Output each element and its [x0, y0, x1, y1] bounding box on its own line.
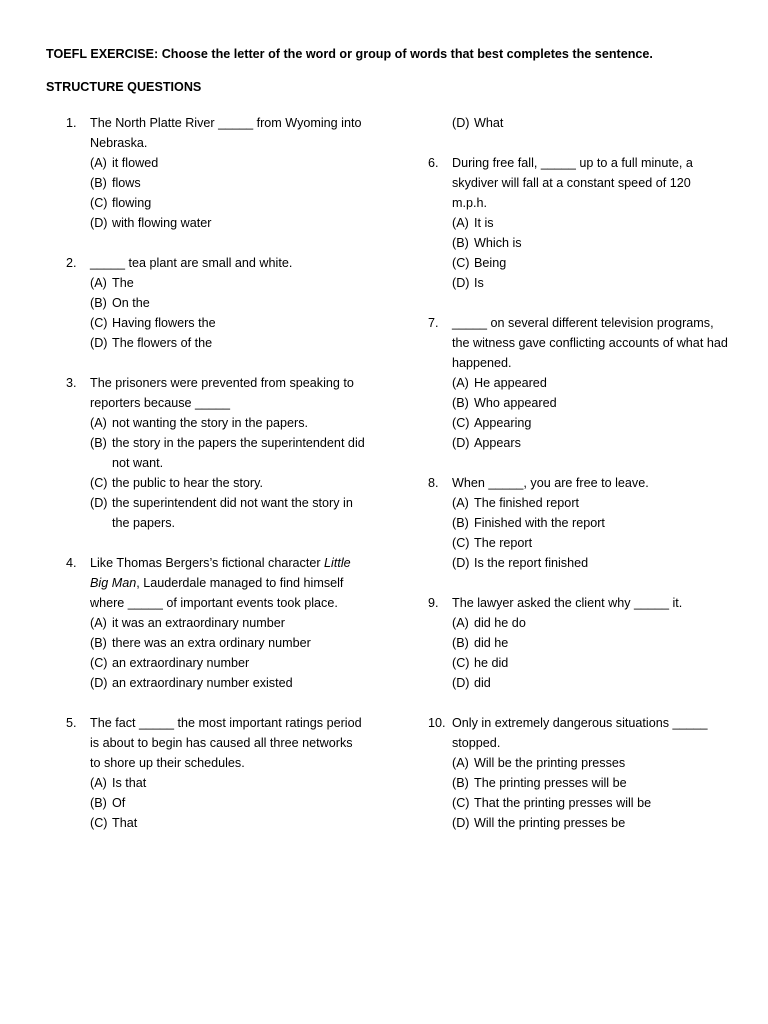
option-text: Will the printing presses be: [474, 816, 626, 830]
option-a: [90, 613, 366, 633]
option-text: the superintendent did not want the story in the papers.: [112, 496, 353, 530]
option-d: [90, 493, 366, 533]
option-c: [90, 653, 366, 673]
option-text: the story in the papers the superintendent did not want.: [112, 436, 365, 470]
option-letter: (A): [452, 496, 469, 510]
option-letter: (C): [90, 476, 108, 490]
option-d: [452, 553, 728, 573]
question-number: 6.: [428, 156, 439, 170]
option-a: [452, 373, 728, 393]
option-b: [452, 633, 728, 653]
option-letter: (A): [90, 156, 107, 170]
option-text: The finished report: [474, 496, 580, 510]
option-letter: (C): [90, 816, 108, 830]
option-text: Appearing: [474, 416, 532, 430]
option-text: Finished with the report: [474, 516, 605, 530]
option-text: That the printing presses will be: [474, 796, 652, 810]
option-letter: (C): [90, 316, 108, 330]
question-6: [428, 153, 728, 293]
option-d: [90, 333, 366, 353]
question-number: 8.: [428, 476, 439, 490]
question-stem: When _____, you are free to leave.: [452, 476, 649, 490]
option-text: he did: [474, 656, 509, 670]
option-letter: (C): [90, 196, 108, 210]
option-letter: (C): [90, 656, 108, 670]
section-heading: STRUCTURE QUESTIONS: [46, 80, 202, 94]
option-letter: (A): [90, 276, 107, 290]
option-a: [90, 153, 366, 173]
option-letter: (D): [90, 496, 108, 510]
option-c: [90, 473, 366, 493]
question-3: [66, 373, 366, 533]
option-letter: (B): [90, 296, 107, 310]
option-text: there was an extra ordinary number: [112, 636, 311, 650]
option-text: Is that: [112, 776, 147, 790]
question-2: [66, 253, 366, 353]
option-c: [90, 813, 366, 833]
option-letter: (C): [452, 796, 470, 810]
stem-text: Like Thomas Bergers’s fictional character: [90, 556, 325, 570]
question-number: 7.: [428, 316, 439, 330]
option-letter: (C): [452, 656, 470, 670]
option-text: The flowers of the: [112, 336, 213, 350]
question-stem: [90, 553, 366, 613]
option-letter: (B): [90, 436, 107, 450]
option-letter: (D): [452, 676, 470, 690]
option-letter: (D): [452, 276, 470, 290]
option-text: did he do: [474, 616, 526, 630]
question-10: [428, 713, 728, 833]
option-a: [452, 613, 728, 633]
option-d: [452, 813, 728, 833]
option-letter: (D): [90, 336, 108, 350]
question-number: 1.: [66, 116, 77, 130]
option-letter: (D): [452, 116, 470, 130]
stem-text: , Lauderdale managed to find himself where _____ of important events took place.: [90, 576, 344, 610]
option-text: Which is: [474, 236, 522, 250]
option-letter: (D): [90, 216, 108, 230]
option-letter: (B): [452, 236, 469, 250]
question-number: 3.: [66, 376, 77, 390]
option-letter: (A): [452, 216, 469, 230]
option-b: [90, 433, 366, 473]
option-letter: (D): [452, 436, 470, 450]
option-letter: (A): [452, 376, 469, 390]
option-b: [452, 773, 728, 793]
option-letter: (D): [452, 556, 470, 570]
option-text: not wanting the story in the papers.: [112, 416, 309, 430]
option-d: [452, 113, 728, 133]
exercise-title: TOEFL EXERCISE: Choose the letter of the word or group of words that best completes the sentence.: [46, 47, 653, 61]
question-7: [428, 313, 728, 453]
option-a: [452, 753, 728, 773]
question-1: [66, 113, 366, 233]
right-column: [428, 113, 728, 853]
option-letter: (B): [90, 636, 107, 650]
book-title: Little Big Man: [90, 556, 351, 590]
option-text: What: [474, 116, 504, 130]
option-text: On the: [112, 296, 150, 310]
option-text: flowing: [112, 196, 152, 210]
question-8: [428, 473, 728, 573]
option-b: [452, 393, 728, 413]
option-text: The report: [474, 536, 533, 550]
option-a: [90, 413, 366, 433]
option-b: [452, 513, 728, 533]
option-a: [452, 213, 728, 233]
option-text: Of: [112, 796, 126, 810]
option-text: it was an extraordinary number: [112, 616, 285, 630]
option-letter: (B): [90, 796, 107, 810]
option-text: it flowed: [112, 156, 159, 170]
option-letter: (A): [452, 616, 469, 630]
option-text: an extraordinary number: [112, 656, 250, 670]
option-a: [90, 773, 366, 793]
question-stem: The prisoners were prevented from speaking to reporters because _____: [90, 376, 354, 410]
option-b: [90, 633, 366, 653]
question-9: [428, 593, 728, 693]
option-letter: (B): [452, 776, 469, 790]
option-text: Being: [474, 256, 507, 270]
question-stem: Only in extremely dangerous situations _____ stopped.: [452, 716, 708, 750]
option-c: [452, 653, 728, 673]
option-text: Having flowers the: [112, 316, 216, 330]
question-stem: The lawyer asked the client why _____ it.: [452, 596, 683, 610]
option-text: with flowing water: [112, 216, 212, 230]
question-number: 9.: [428, 596, 439, 610]
option-c: [452, 413, 728, 433]
option-letter: (B): [452, 516, 469, 530]
option-letter: (D): [90, 676, 108, 690]
question-5: [66, 713, 366, 833]
question-stem: During free fall, _____ up to a full minute, a skydiver will fall at a constant speed of 120 m.p.h.: [452, 156, 693, 210]
question-stem: The fact _____ the most important ratings period is about to begin has caused all three networks to shore up their schedules.: [90, 716, 362, 770]
left-column: [66, 113, 366, 853]
question-stem: _____ on several different television programs, the witness gave conflicting accounts of what had happened.: [452, 316, 728, 370]
option-letter: (D): [452, 816, 470, 830]
question-5-continued: [428, 113, 728, 133]
option-text: Will be the printing presses: [474, 756, 626, 770]
option-letter: (A): [90, 776, 107, 790]
option-b: [452, 233, 728, 253]
option-text: The printing presses will be: [474, 776, 627, 790]
question-stem: _____ tea plant are small and white.: [90, 256, 293, 270]
option-b: [90, 793, 366, 813]
option-letter: (C): [452, 256, 470, 270]
option-text: did: [474, 676, 491, 690]
option-c: [90, 193, 366, 213]
option-text: flows: [112, 176, 141, 190]
option-text: That: [112, 816, 138, 830]
option-text: Who appeared: [474, 396, 557, 410]
option-text: He appeared: [474, 376, 547, 390]
option-letter: (A): [90, 616, 107, 630]
option-c: [452, 253, 728, 273]
option-text: It is: [474, 216, 494, 230]
option-text: the public to hear the story.: [112, 476, 263, 490]
option-text: Is the report finished: [474, 556, 589, 570]
option-text: an extraordinary number existed: [112, 676, 293, 690]
option-b: [90, 173, 366, 193]
option-d: [90, 673, 366, 693]
option-d: [90, 213, 366, 233]
option-c: [452, 533, 728, 553]
option-d: [452, 273, 728, 293]
option-d: [452, 673, 728, 693]
option-c: [90, 313, 366, 333]
question-4: [66, 553, 366, 693]
option-letter: (A): [90, 416, 107, 430]
option-a: [90, 273, 366, 293]
option-c: [452, 793, 728, 813]
option-text: The: [112, 276, 134, 290]
option-text: Is: [474, 276, 484, 290]
option-letter: (A): [452, 756, 469, 770]
option-letter: (B): [452, 396, 469, 410]
option-a: [452, 493, 728, 513]
question-number: 10.: [428, 716, 446, 730]
question-number: 5.: [66, 716, 77, 730]
option-d: [452, 433, 728, 453]
question-stem: The North Platte River _____ from Wyoming into Nebraska.: [90, 116, 362, 150]
question-number: 4.: [66, 556, 77, 570]
option-text: did he: [474, 636, 509, 650]
option-letter: (C): [452, 416, 470, 430]
option-letter: (B): [452, 636, 469, 650]
option-letter: (B): [90, 176, 107, 190]
option-b: [90, 293, 366, 313]
option-text: Appears: [474, 436, 521, 450]
question-number: 2.: [66, 256, 77, 270]
option-letter: (C): [452, 536, 470, 550]
